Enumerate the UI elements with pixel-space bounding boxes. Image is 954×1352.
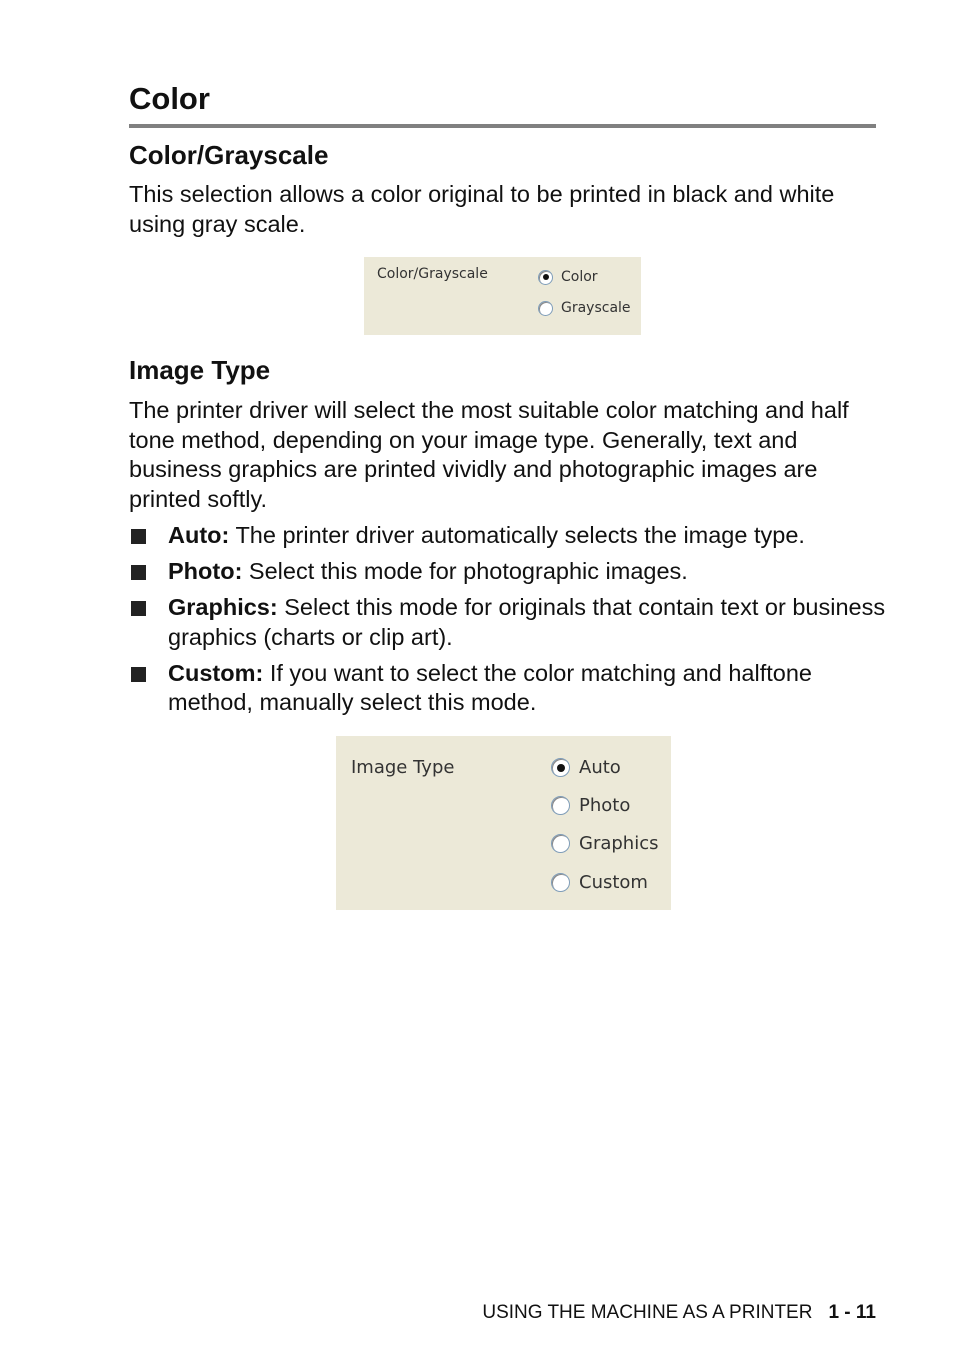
auto-radio-option[interactable]: [551, 757, 621, 778]
footer-page-number: 1 - 11: [828, 1302, 876, 1323]
bullet-term: Photo:: [168, 558, 243, 584]
color-radio-label: Color: [561, 269, 598, 285]
square-bullet-icon: [131, 601, 146, 616]
bullet-text: Select this mode for photographic images.: [248, 558, 688, 584]
title-divider: [129, 124, 876, 128]
auto-radio-label: Auto: [579, 757, 621, 778]
square-bullet-icon: [131, 667, 146, 682]
custom-radio-label: Custom: [579, 872, 648, 893]
color-grayscale-panel-label: Color/Grayscale: [377, 266, 488, 282]
list-item: [129, 557, 889, 587]
radio-unselected-icon: [551, 796, 570, 815]
list-item: [129, 593, 889, 652]
image-type-heading: Image Type: [129, 355, 271, 385]
photo-radio-label: Photo: [579, 795, 631, 816]
bullet-text: If you want to select the color matching and halftone method, manually select this mode.: [168, 659, 812, 715]
bullet-term: Custom:: [168, 659, 264, 686]
bullet-term: Graphics:: [168, 594, 278, 620]
radio-unselected-icon: [551, 834, 570, 853]
footer-section-title: USING THE MACHINE AS A PRINTER: [482, 1302, 813, 1323]
custom-radio-option[interactable]: [551, 872, 648, 893]
bullet-term: Auto:: [168, 522, 230, 548]
image-type-panel: [336, 736, 671, 910]
image-type-panel-label: Image Type: [351, 757, 455, 778]
list-item: [129, 521, 889, 551]
grayscale-radio-option[interactable]: [538, 300, 631, 316]
radio-unselected-icon: [538, 301, 553, 316]
graphics-radio-option[interactable]: [551, 833, 659, 854]
radio-unselected-icon: [551, 873, 570, 892]
list-item: [129, 659, 889, 718]
color-radio-option[interactable]: [538, 269, 598, 285]
bullet-text: The printer driver automatically selects the image type.: [235, 522, 805, 548]
image-type-description: The printer driver will select the most suitable color matching and half tone method, depending on your image type. Generally, text and business graphics are printed vividly and photographic images are printed softly.: [129, 397, 849, 512]
image-type-bullet-list: [129, 521, 889, 724]
square-bullet-icon: [131, 529, 146, 544]
radio-selected-icon: [538, 270, 553, 285]
radio-selected-icon: [551, 758, 570, 777]
page-title: Color: [129, 81, 210, 116]
color-grayscale-panel: [364, 257, 641, 335]
grayscale-radio-label: Grayscale: [561, 300, 631, 316]
square-bullet-icon: [131, 565, 146, 580]
graphics-radio-label: Graphics: [579, 833, 659, 854]
color-grayscale-description: This selection allows a color original to be printed in black and white using gray scale.: [129, 181, 835, 237]
bullet-text: Select this mode for originals that contain text or business graphics (charts or clip art).: [168, 594, 886, 650]
page-footer: [482, 1302, 876, 1324]
color-grayscale-heading: Color/Grayscale: [129, 140, 329, 170]
photo-radio-option[interactable]: [551, 795, 630, 816]
